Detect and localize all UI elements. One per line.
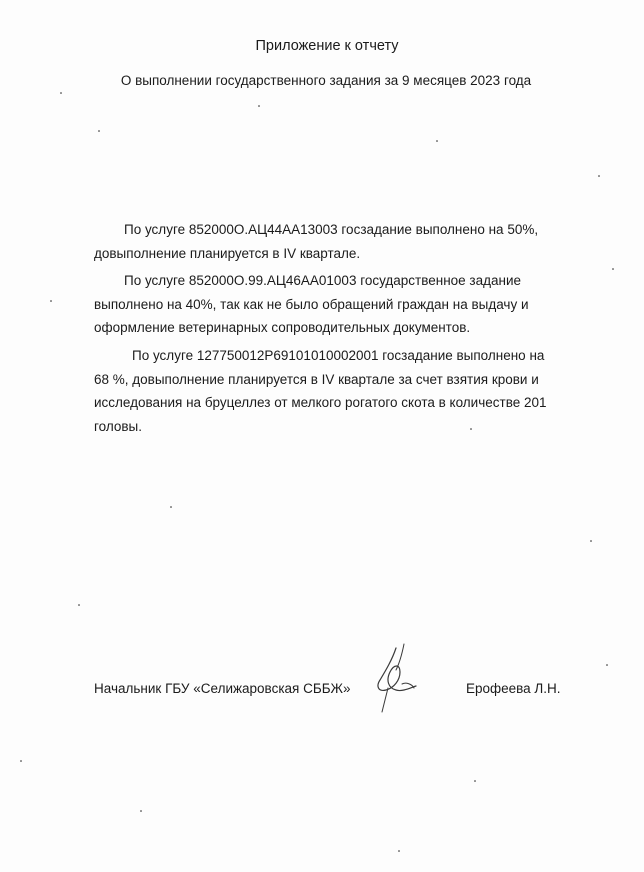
document-title: Приложение к отчету xyxy=(255,38,399,54)
paragraph-service-3: По услуге 127750012Р69101010002001 госзадание выполнено на 68 %, довыполнение планируется в IV квартале за счет взятия крови и исследования на бруцеллез от мелкого рогатого скота в количестве 201 головы. xyxy=(94,348,547,434)
scan-speck xyxy=(50,300,52,302)
document-subtitle: О выполнении государственного задания за 9 месяцев 2023 года xyxy=(120,73,532,88)
scan-speck xyxy=(78,604,80,606)
scan-speck xyxy=(606,664,608,666)
scan-speck xyxy=(470,428,472,430)
scan-speck xyxy=(170,506,172,508)
scan-speck xyxy=(258,105,260,107)
signatory-name: Ерофеева Л.Н. xyxy=(466,681,561,696)
scan-speck xyxy=(590,540,592,542)
paragraph-service-1: По услуге 852000О.АЦ44АА13003 госзадание выполнено на 50%, довыполнение планируется в IV квартале. xyxy=(94,222,539,261)
paragraph-service-2: По услуге 852000О.99.АЦ46АА01003 государственное задание выполнено на 40%, так как не было обращений граждан на выдачу и оформление ветеринарных сопроводительных документов. xyxy=(94,273,529,335)
scan-speck xyxy=(60,92,62,94)
scan-speck xyxy=(20,760,22,762)
scan-speck xyxy=(436,140,438,142)
scan-speck xyxy=(140,810,142,812)
scan-speck xyxy=(398,850,400,852)
signatory-position: Начальник ГБУ «Селижаровская СББЖ» xyxy=(94,681,351,696)
scan-speck xyxy=(612,268,614,270)
scan-speck xyxy=(98,130,100,132)
scan-speck xyxy=(474,780,476,782)
scan-speck xyxy=(598,175,600,177)
handwritten-signature xyxy=(366,640,426,715)
